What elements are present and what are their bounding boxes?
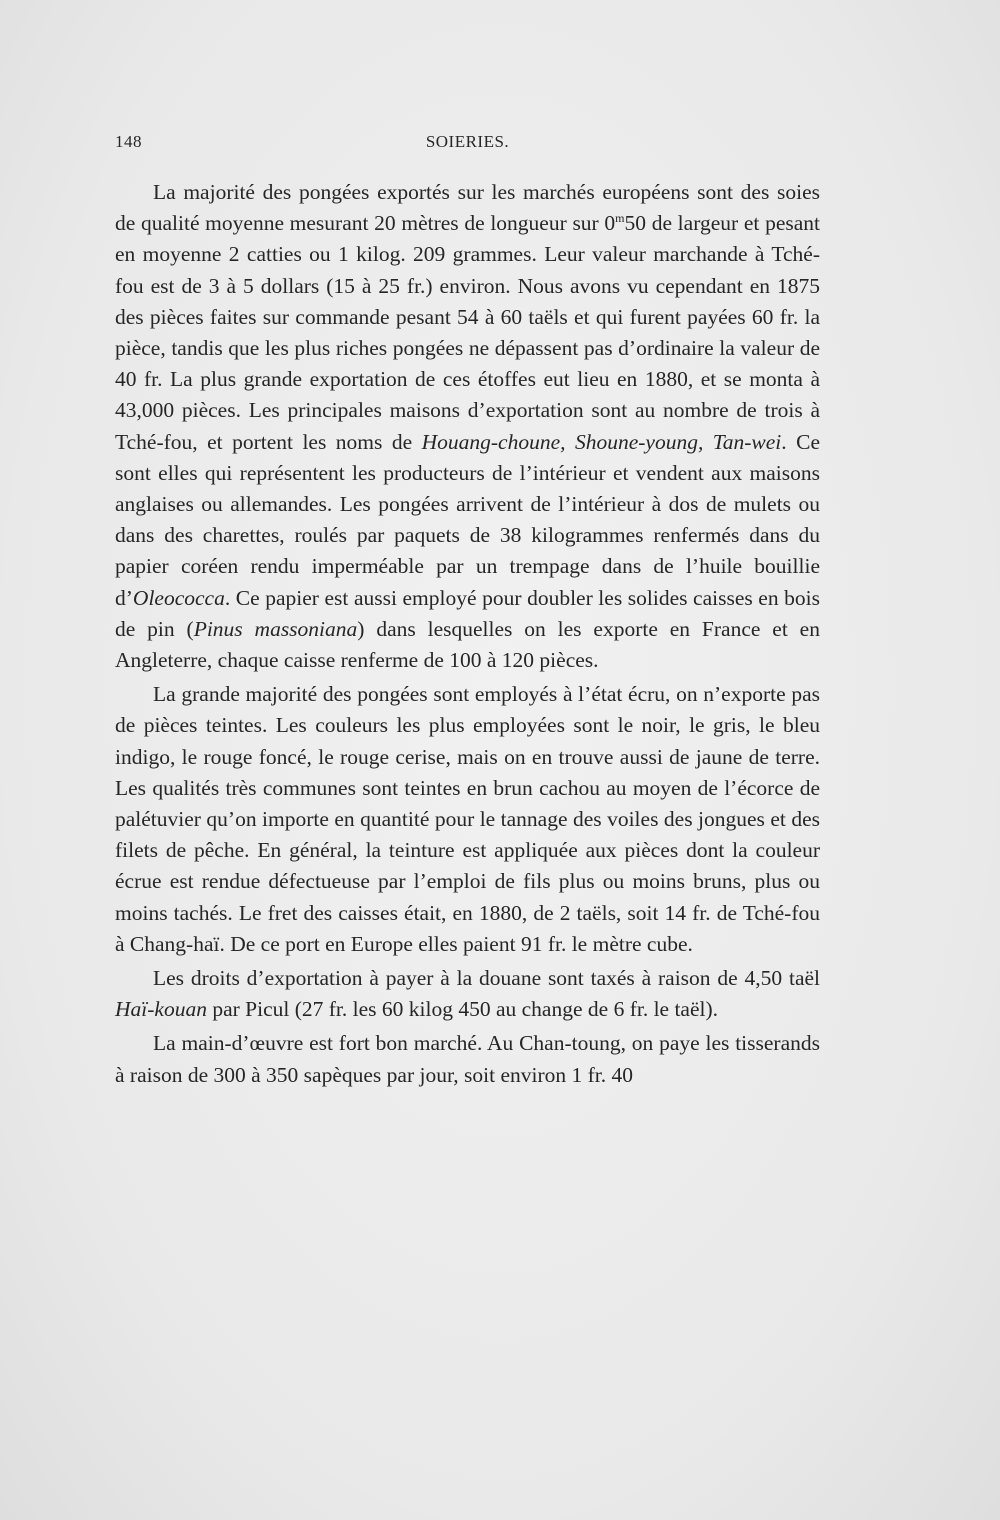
text-run: ) dans lesquelles on les exporte en France et en Angleterre, chaque caisse renferme de 100 à 120 pièces. <box>115 616 820 673</box>
paragraph-4 <box>115 1028 820 1090</box>
text-run: . Ce papier est aussi employé pour doubler les solides caisses en bois de pin ( <box>115 585 820 641</box>
text-run: Les droits d’exportation à payer à la douane sont taxés à raison de 4,50 taël <box>153 966 820 991</box>
text-run: La grande majorité des pongées sont employés à l’état écru, on n’exporte pas de pièces teintes. Les couleurs les plus employées sont le noir, le gris, le bleu indigo, le rouge foncé, le rouge cerise, mais on en trouve aussi de jaune de terre. Les qualités très communes sont teintes en brun cachou au moyen de l’écorce de palétuvier qu’on importe en quantité pour le tannage des voiles des jongues et des filets de pêche. En général, la teinture est appliquée aux pièces dont la couleur écrue est rendue défectueuse par l’emploi de fils plus ou moins bruns, plus ou moins tachés. Le fret des caisses était, en 1880, de 2 taëls, soit 14 fr. de Tché-fou à Chang-haï. De ce port en Europe elles paient 91 fr. le mètre cube. <box>115 682 820 956</box>
unit-superscript: m <box>615 211 625 226</box>
italic-term: Haï-kouan <box>115 997 207 1022</box>
text-run: La majorité des pongées exportés sur les marchés européens sont des soies de qualité moyenne mesurant 20 mètres de longueur sur 0 <box>115 180 820 236</box>
running-title: SOIERIES. <box>425 132 510 151</box>
text-run: . Ce sont elles qui représentent les producteurs de l’intérieur et vendent aux maisons anglaises ou allemandes. Les pongées arrivent de l’intérieur à dos de mulets ou dans des charettes, roulés par paquets de 38 kilogrammes renfermés dans du papier coréen rendu imperméable par un trempage dans de l’huile bouillie d’ <box>115 429 820 610</box>
text-run: 50 de largeur et pesant en moyenne 2 catties ou 1 kilog. 209 grammes. Leur valeur marchande à Tché-fou est de 3 à 5 dollars (15 à 25 fr.) environ. Nous avons vu cependant en 1875 des pièces faites sur commande pesant 54 à 60 taëls et qui furent payées 60 fr. la pièce, tandis que les plus riches pongées ne dépassent pas d’ordinaire la valeur de 40 fr. La plus grande exportation de ces étoffes eut lieu en 1880, et se monta à 43,000 pièces. Les principales maisons d’exportation sont au nombre de trois à Tché-fou, et portent les noms de <box>115 211 820 454</box>
text-run: La main-d’œuvre est fort bon marché. Au Chan-toung, on paye les tisserands à raison de 300 à 350 sapèques par jour, soit environ 1 fr. 40 <box>115 1031 820 1087</box>
italic-term: Oleococca <box>132 585 225 610</box>
italic-term: Pinus massoniana <box>193 616 358 641</box>
text-run: par Picul (27 fr. les 60 kilog 450 au change de 6 fr. le taël). <box>206 997 719 1022</box>
paragraph-1 <box>115 177 820 676</box>
italic-term: Houang-choune, Shoune-young, Tan-wei <box>421 429 782 454</box>
paragraph-2 <box>115 679 820 960</box>
running-head <box>115 128 820 158</box>
body-text <box>115 177 820 1094</box>
paragraph-3 <box>115 963 820 1025</box>
page-number: 148 <box>115 132 142 151</box>
